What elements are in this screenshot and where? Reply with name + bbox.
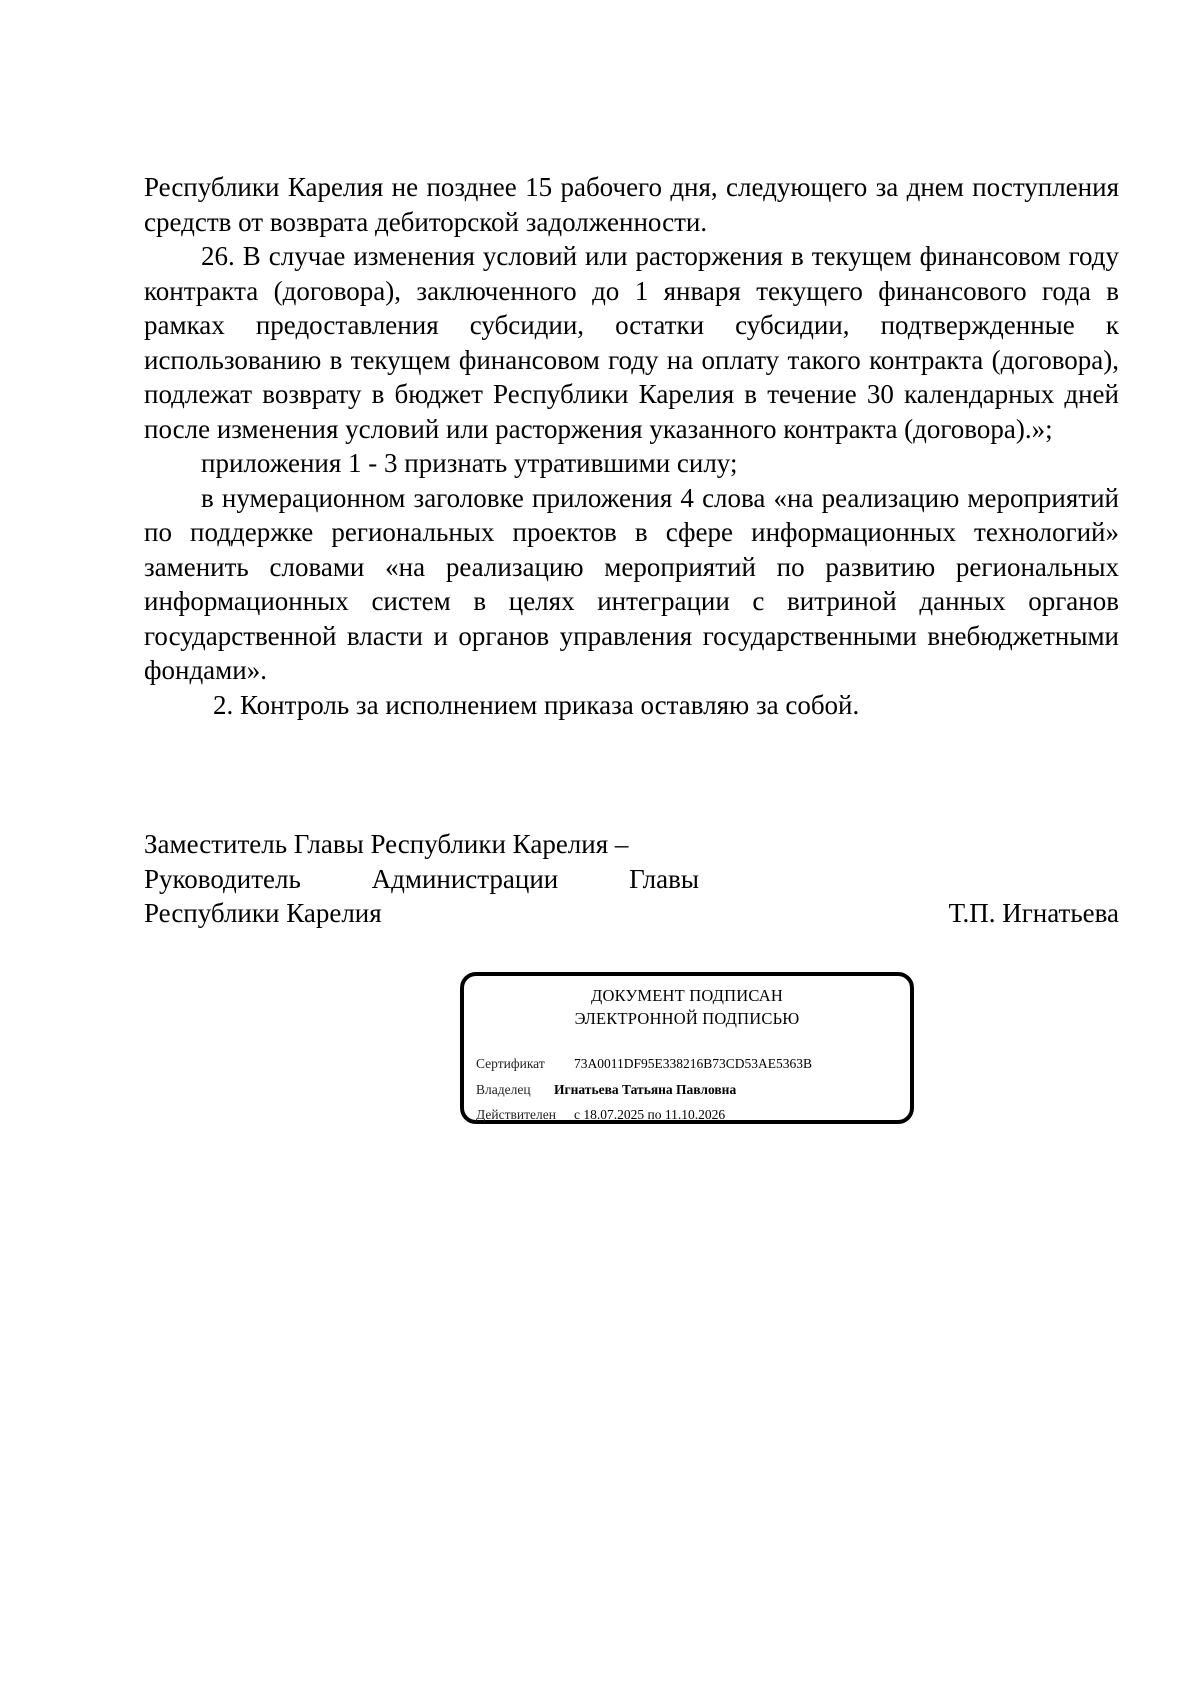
stamp-owner-value: Игнатьева Татьяна Павловна [554, 1082, 737, 1097]
signer-name: Т.П. Игнатьева [948, 898, 1119, 928]
paragraph-appendix-4-heading: в нумерационном заголовке приложения 4 слова «на реализацию мероприятий по поддержке региональных проектов в сфере информационных технологий» заменить словами «на реализацию мероприятий по развитию региональных информационных систем в целях интеграции с витриной данных органов государственной власти и органов управления государственными внебюджетными фондами». [144, 482, 1119, 685]
signer-position-line-3: Республики Карелия [144, 898, 382, 928]
paragraph-item-26: 26. В случае изменения условий или расторжения в текущем финансовом году контракта (договора), заключенного до 1 января текущего финансового года в рамках предоставления субсидии, остатки субсидии, подтвержденные к использованию в текущем финансовом году на оплату такого контракта (договора), подлежат возврату в бюджет Республики Карелия в течение 30 календарных дней после изменения условий или расторжения указанного контракта (договора).»; [144, 241, 1119, 444]
stamp-title: ДОКУМЕНТ ПОДПИСАН ЭЛЕКТРОННОЙ ПОДПИСЬЮ [574, 986, 800, 1028]
signer-row [144, 896, 1119, 931]
document-body [144, 170, 1119, 722]
stamp-validity-value: с 18.07.2025 по 11.10.2026 [574, 1107, 726, 1122]
paragraph-continuation: Республики Карелия не позднее 15 рабочего дня, следующего за днем поступления средств от возврата дебиторской задолженности. [144, 172, 1119, 237]
stamp-certificate-row [476, 1056, 812, 1072]
paragraph-appendices-void: приложения 1 - 3 признать утратившими силу; [201, 448, 738, 478]
signature-block [144, 827, 1119, 931]
signer-position-line-1: Заместитель Главы Республики Карелия – [144, 829, 629, 859]
stamp-certificate-value: 73A0011DF95E338216B73CD53AE5363B [574, 1056, 813, 1071]
stamp-validity-label: Действителен [476, 1107, 556, 1122]
stamp-certificate-label: Сертификат [476, 1056, 545, 1071]
stamp-owner-row [476, 1082, 736, 1098]
paragraph-control-clause: 2. Контроль за исполнением приказа оставляю за собой. [213, 689, 860, 720]
stamp-validity-row [476, 1107, 725, 1123]
signer-position-line-2: Руководитель Администрации Главы [144, 863, 699, 894]
stamp-owner-label: Владелец [476, 1082, 531, 1097]
electronic-signature-stamp [460, 972, 914, 1124]
